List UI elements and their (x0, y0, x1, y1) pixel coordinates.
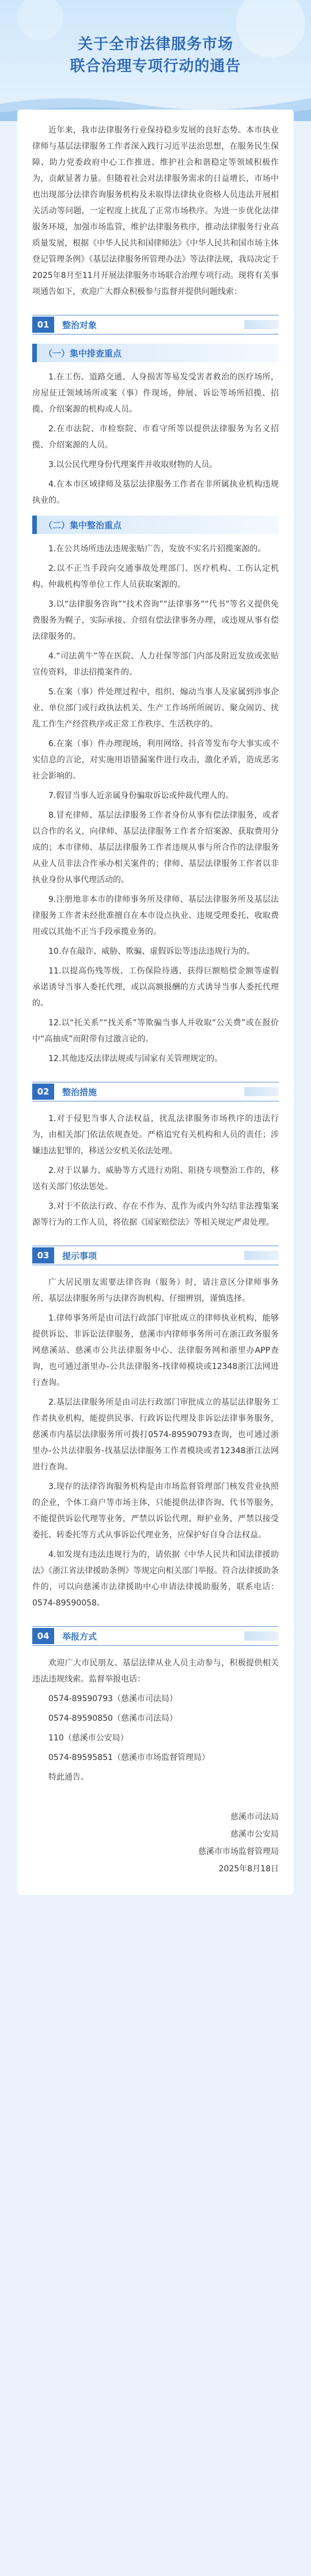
section-title: 整治对象 (62, 319, 97, 330)
section-title: 举报方式 (62, 1631, 97, 1642)
report-phone: 0574-89590793（慈溪市司法局） (48, 1694, 177, 1703)
report-phone: 110（慈溪市公安局） (48, 1733, 128, 1743)
list-item: 1.在公共场所违法违规张贴广告，发放不实名片招揽案源的。 (48, 544, 266, 554)
report-phone: 0574-89595851（慈溪市市场监督管理局） (48, 1753, 210, 1762)
subheader-rectification-focus (32, 516, 279, 534)
list-item: 1.在工伤、道路交通、人身损害等易发受害者救治的医疗场所，房屋征迁领域场所或案（事）件现场，伸展、诉讼等场所招揽、招揽、介绍案源的机构或人员。 (32, 373, 279, 414)
list-item: 12.其他违反法律法规或与国家有关管理规定的。 (48, 1054, 223, 1063)
subheader-marker (32, 516, 37, 534)
footer-spacer (0, 1895, 311, 1941)
list-item: 3.现存的法律咨询服务机构是由市场监督管理部门核发营业执照的企业，个体工商户等市场主体，只能提供法律咨询、代书等服务，不能提供诉讼代理等业务，严禁以诉讼代理、辩护业务，严禁以接受委托、转委托等方式从事诉讼代理业务，应保护好自身合法权益。 (32, 1482, 279, 1540)
list-item: 4.“司法黄牛”等在医院、人力社保等部门内部及附近发放或张贴宣传资料，非法招揽案件的。 (32, 652, 279, 677)
section-title: 提示事项 (62, 1250, 97, 1261)
list-item: 5.在案（事）件处理过程中，组织、煽动当事人及家属到涉事企业、单位部门或行政执法机关、生产工作场所所闹访、聚众闹访、扰乱工作生产经营秩序或正常工作秩序、生活秩序的。 (32, 687, 279, 729)
section-header-report (32, 1626, 279, 1646)
title-line-2: 联合治理专项行动的通告 (70, 58, 241, 75)
subheader-label: （二）集中整治重点 (44, 520, 122, 531)
list-item: 广大居民朋友需要法律咨询（服务）时，请注意区分律师事务所、基层法律服务所与法律咨询机构、仔细辨别，谨慎选择。 (32, 1278, 279, 1303)
list-item: 10.存在敲诈、威胁、欺骗、虚假诉讼等违法违规行为的。 (48, 947, 255, 956)
list-item: 4.如发现有违法违规行为的，请依据《中华人民共和国法律援助法》《浙江省法律援助条例》等规定向相关部门举报。符合法律援助条件的，可以向慈溪市法律援助中心申请法律援助服务，联系电话：0574-89590058。 (32, 1550, 279, 1608)
section-number: 02 (32, 1084, 54, 1100)
list-item: 2.在市法院、市检察院、市看守所等以提供法律服务为名义招揽、介绍案源的人员。 (32, 424, 279, 450)
signature-line: 慈溪市司法局 (230, 1812, 279, 1822)
list-item: 4.在本市区域律师及基层法律服务工作者在非所属执业机构违规执业的。 (32, 480, 279, 505)
list-item: 12.以“托关系”“找关系”等欺骗当事人并收取“公关费”或在报价中“高抽成”而附带有过激言论的。 (32, 1018, 279, 1044)
list-item: 11.以提高伤残等级、工伤保险待遇、获得巨额赔偿金额等虚假承诺诱导当事人委托代理，或以高额报酬的方式诱导当事人委托代理的。 (32, 967, 279, 1008)
signature-line: 慈溪市市场监督管理局 (198, 1847, 279, 1856)
list-item: 1.律师事务所是由司法行政部门审批成立的律师执业机构，能够提供诉讼、非诉讼法律服务，慈溪市内律师事务所可在浙江政务服务网慈溪站、慈溪市公共法律服务中心、法律服务网和浙里办APP查询，也可通过浙里办-公共法律服务-找律师模块或12348浙江法网进行查询。 (32, 1314, 279, 1387)
signature-date: 2025年8月18日 (218, 1864, 279, 1874)
intro-paragraph: 近年来，我市法律服务行业保持稳步发展的良好态势。本市执业律师与基层法律服务工作者深入践行习近平法治思想，在服务民生保障、助力党委政府中心工作推进、维护社会和谐稳定等领域积极作为，贡献显著力量。但随着社会对法律服务需求的日益增长，市场中也出现部分法律咨询服务机构及未取得法律执业资格人员违法开展相关活动等问题，一定程度上扰乱了正常市场秩序。为进一步优化法律服务环境，加强市场监管，维护法律服务秩序，推动法律服务行业高质量发展，根据《中华人民共和国律师法》《中华人民共和国市场主体登记管理条例》《基层法律服务所管理办法》等法律法规，我局决定于2025年8月至11月开展法律服务市场联合治理专项行动。现将有关事项通告如下，欢迎广大群众积极参与监督并提供问题线索： (32, 126, 279, 296)
subheader-label: （一）集中排查重点 (44, 348, 122, 359)
section-header-tips (32, 1246, 279, 1265)
section-number: 01 (32, 317, 54, 333)
list-item: 9.注册地非本市的律师事务所及律师、基层法律服务所及基层法律服务工作者未经批准擅自在本市设点执业、违规受理委托、收取费用或以其他不正当手段承揽业务的。 (32, 895, 279, 937)
subheader-marker (32, 344, 37, 362)
section-number: 04 (32, 1628, 54, 1644)
list-item: 1.对于侵犯当事人合法权益，扰乱法律服务市场秩序的违法行为，由相关部门依法依规查处。严格追究有关机构和人员的责任；涉嫌违法犯罪的，移送公安机关依法处理。 (32, 1114, 279, 1156)
section-deco-bar (244, 320, 279, 329)
subheader-inspection-focus (32, 344, 279, 362)
signature-line: 慈溪市公安局 (230, 1830, 279, 1839)
section-number: 03 (32, 1247, 54, 1263)
list-item: 3.以公民代理身份代理案件并收取财物的人员。 (48, 460, 218, 469)
closing-line: 特此通告。 (48, 1773, 89, 1782)
list-item: 2.基层法律服务所是由司法行政部门审批成立的基层法律服务工作者执业机构，能提供民事、行政诉讼代理及非诉讼法律事务服务，慈溪市内基层法律服务所可拨打0574-89590793查询，也可通过浙里办-公共法律服务-找基层法律服务工作者模块或者12348浙江法网进行查询。 (32, 1398, 279, 1472)
title-line-1: 关于全市法律服务市场 (77, 36, 233, 53)
list-item: 3.对于不依法行政、存在不作为、乱作为或内外勾结非法搜集案源等行为的工作人员，将依据《国家赔偿法》等相关规定严肃处理。 (32, 1202, 279, 1227)
section-title: 整治措施 (62, 1086, 97, 1097)
list-item: 3.以“法律服务咨询”“技术咨询”“法律事务”“代书”等名义提供免费服务为幌子，实际承接、介绍有偿法律事务办理，或违规从事有偿法律服务的。 (32, 600, 279, 641)
section-deco-bar (244, 1251, 279, 1260)
list-item: 8.冒充律师、基层法律服务工作者身份从事有偿法律服务，或者以合作的名义，向律师、基层法律服务工作者介绍案源、获取费用分成的；本市律师、基层法律服务工作者违规从事与所合作的法律服务从业人员非法合作承办相关案件的；律师、基层法律服务工作者以非执业身份从事代理活动的。 (32, 811, 279, 885)
section-header-targets (32, 315, 279, 334)
signature-block (32, 1808, 279, 1878)
page-title (0, 33, 311, 77)
section-deco-bar (244, 1087, 279, 1096)
notice-card (17, 110, 294, 1895)
list-item: 6.在案（事）件办理现场，利用网络、抖音等发布夸大事实或不实信息的言论，对实施用语错漏案件进行攻击，激化矛盾，造成恶劣社会影响的。 (32, 739, 279, 781)
section-deco-bar (244, 1631, 279, 1641)
report-intro: 欢迎广大市民朋友、基层法律从业人员主动参与，积极提供相关违法违规线索。监督举报电话： (32, 1659, 279, 1684)
list-item: 7.假冒当事人近亲属身份骗取诉讼或仲裁代理人的。 (48, 791, 234, 800)
section-header-measures (32, 1082, 279, 1101)
list-item: 2.以不正当手段向交通事故处理部门、医疗机构、工伤认定机构、仲裁机构等单位工作人员获取案源的。 (32, 564, 279, 589)
list-item: 2.对于以暴力、威胁等方式进行劝阻、阻挠专项整治工作的，移送有关部门依法惩处。 (32, 1166, 279, 1191)
report-phone: 0574-89590850（慈溪市司法局） (48, 1714, 177, 1723)
header-banner (0, 0, 311, 121)
